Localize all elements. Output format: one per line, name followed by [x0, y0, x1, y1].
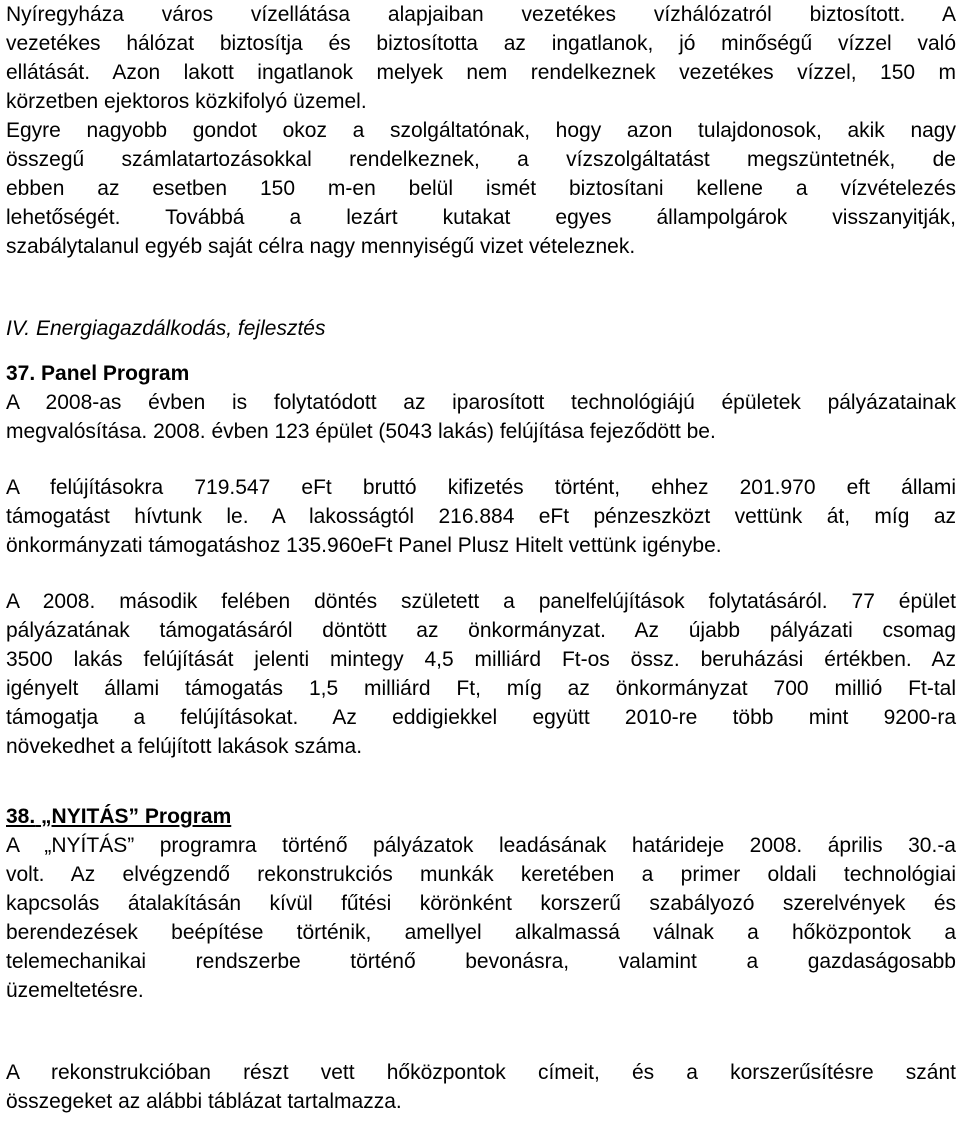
section-heading: IV. Energiagazdálkodás, fejlesztés — [6, 317, 326, 340]
text-line: Egyre nagyobb gondot okoz a szolgáltatónak, hogy azon tulajdonosok, akik nagy — [6, 119, 956, 142]
text-line: támogatást hívtunk le. A lakosságtól 216.884 eFt pénzeszközt vettünk át, míg az — [6, 505, 956, 528]
text-line: összegeket az alábbi táblázat tartalmazza. — [6, 1090, 402, 1113]
item-title: „NYITÁS” Program — [41, 805, 232, 828]
text-line: 3500 lakás felújítását jelenti mintegy 4,5 milliárd Ft-os össz. beruházási értékben. Az — [6, 648, 956, 671]
item-37-paragraph-3 — [6, 587, 956, 761]
text-line: ebben az esetben 150 m-en belül ismét biztosítani kellene a vízvételezés — [6, 177, 956, 200]
item-number: 38. — [6, 805, 36, 828]
item-37-paragraph-1 — [6, 388, 956, 446]
text-line: A felújításokra 719.547 eFt bruttó kifizetés történt, ehhez 201.970 eft állami — [6, 476, 956, 499]
text-line: A 2008-as évben is folytatódott az iparosított technológiájú épületek pályázatainak — [6, 391, 956, 414]
text-line: összegű számlatartozásokkal rendelkeznek, a vízszolgáltatást megszüntetnék, de — [6, 148, 956, 171]
text-line: berendezések beépítése történik, amellyel alkalmassá válnak a hőközpontok a — [6, 921, 956, 944]
text-line: Nyíregyháza város vízellátása alapjaiban vezetékes vízhálózatról biztosított. A — [6, 3, 956, 26]
item-38-paragraph-1 — [6, 831, 956, 1005]
text-line: volt. Az elvégzendő rekonstrukciós munkák keretében a primer oldali technológiai — [6, 863, 956, 886]
text-line: telemechanikai rendszerbe történő bevonásra, valamint a gazdaságosabb — [6, 950, 956, 973]
text-line: önkormányzati támogatáshoz 135.960eFt Panel Plusz Hitelt vettünk igénybe. — [6, 534, 722, 557]
item-37-heading — [6, 359, 956, 388]
text-line: kapcsolás átalakításán kívül fűtési körönként korszerű szabályozó szerelvények és — [6, 892, 956, 915]
water-supply-paragraph — [6, 0, 956, 261]
item-38-paragraph-2 — [6, 1058, 956, 1116]
text-line: igényelt állami támogatás 1,5 milliárd Ft, míg az önkormányzat 700 millió Ft-tal — [6, 677, 956, 700]
text-line: megvalósítása. 2008. évben 123 épület (5043 lakás) felújítása fejeződött be. — [6, 420, 716, 443]
item-number: 37. — [6, 362, 36, 385]
text-line: lehetőségét. Továbbá a lezárt kutakat egyes állampolgárok visszanyitják, — [6, 206, 956, 229]
text-line: üzemeltetésre. — [6, 979, 144, 1002]
text-line: A rekonstrukcióban részt vett hőközpontok címeit, és a korszerűsítésre szánt — [6, 1061, 956, 1084]
text-line: pályázatának támogatásáról döntött az önkormányzat. Az újabb pályázati csomag — [6, 619, 956, 642]
text-line: támogatja a felújításokat. Az eddigiekkel együtt 2010-re több mint 9200-ra — [6, 706, 956, 729]
text-line: A 2008. második felében döntés született a panelfelújítások folytatásáról. 77 épület — [6, 590, 956, 613]
text-line: körzetben ejektoros közkifolyó üzemel. — [6, 90, 367, 113]
item-title: Panel Program — [41, 362, 190, 385]
text-line: növekedhet a felújított lakások száma. — [6, 735, 363, 758]
text-line: szabálytalanul egyéb saját célra nagy mennyiségű vizet vételeznek. — [6, 235, 636, 258]
item-38-heading — [6, 802, 956, 831]
text-line: ellátását. Azon lakott ingatlanok melyek nem rendelkeznek vezetékes vízzel, 150 m — [6, 61, 956, 84]
text-line: vezetékes hálózat biztosítja és biztosította az ingatlanok, jó minőségű vízzel való — [6, 32, 956, 55]
item-37-paragraph-2 — [6, 473, 956, 560]
text-line: A „NYÍTÁS” programra történő pályázatok leadásának határideje 2008. április 30.-a — [6, 834, 956, 857]
document-page — [6, 0, 956, 1116]
